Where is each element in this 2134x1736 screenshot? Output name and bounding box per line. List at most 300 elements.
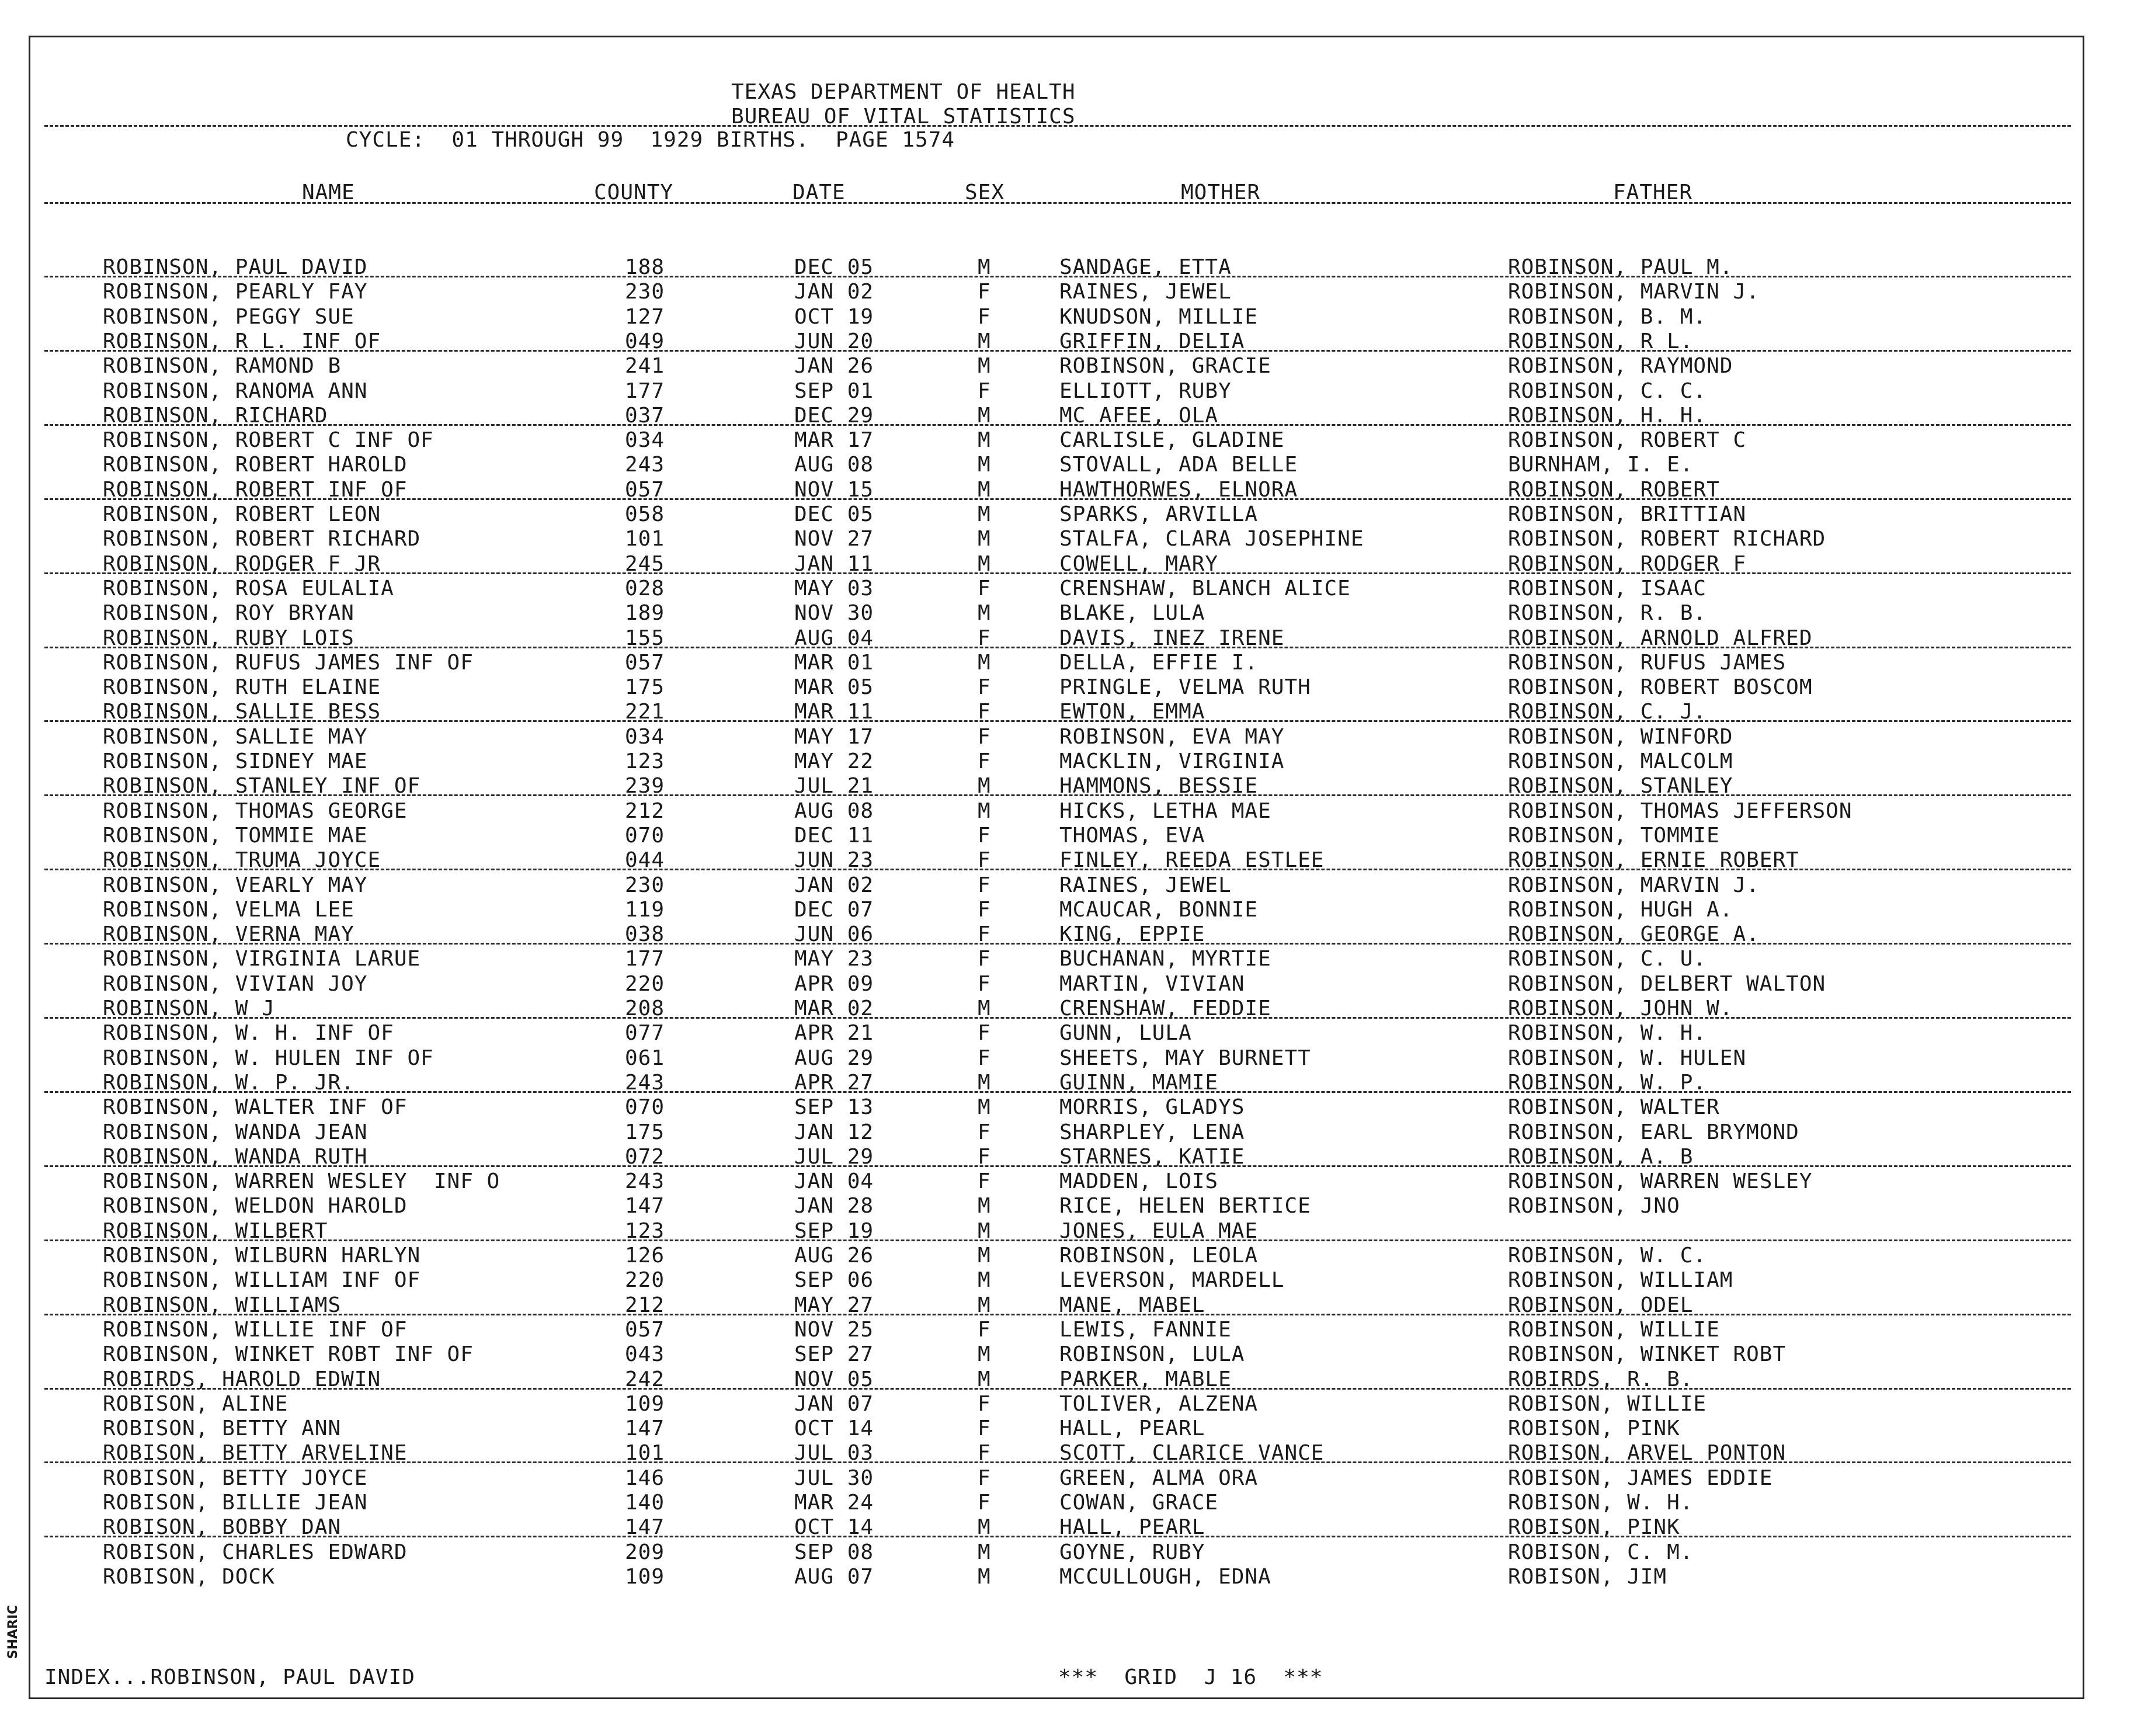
record-date: AUG 08 [794, 798, 874, 823]
record-date: SEP 01 [794, 379, 874, 403]
record-name: ROBINSON, WILBERT [103, 1218, 328, 1243]
record-sex: F [978, 848, 991, 873]
record-sex: F [978, 1021, 991, 1046]
record-sex: M [978, 1342, 991, 1367]
record-county: 147 [625, 1194, 665, 1218]
record-county: 208 [625, 997, 665, 1020]
record-county: 147 [625, 1416, 665, 1441]
record-name: ROBINSON, PAUL DAVID [103, 255, 368, 279]
row-rule [44, 424, 2071, 426]
record-sex: M [978, 997, 991, 1020]
record-name: ROBINSON, RUTH ELAINE [103, 675, 381, 700]
record-name: ROBINSON, WILBURN HARLYN [103, 1244, 421, 1268]
record-name: ROBINSON, SIDNEY MAE [103, 749, 368, 773]
record-father: ROBINSON, DELBERT WALTON [1508, 971, 1826, 996]
record-sex: F [978, 1466, 991, 1490]
record-name: ROBINSON, W J [103, 997, 275, 1020]
record-name: ROBINSON, W. P. JR. [103, 1070, 354, 1095]
record-sex: F [978, 971, 991, 996]
record-father: ROBINSON, THOMAS JEFFERSON [1508, 798, 1853, 823]
record-name: ROBINSON, WARREN WESLEY INF O [103, 1169, 501, 1194]
record-date: JAN 26 [794, 354, 874, 379]
record-date: MAR 11 [794, 700, 874, 724]
record-father: ROBIRDS, R. B. [1508, 1367, 1694, 1391]
record-county: 146 [625, 1466, 665, 1490]
record-father: ROBINSON, C. J. [1508, 700, 1707, 724]
record-county: 034 [625, 724, 665, 749]
column-rule [44, 202, 2071, 204]
record-mother: HALL, PEARL [1059, 1515, 1205, 1540]
record-father: ROBINSON, MALCOLM [1508, 749, 1733, 773]
record-sex: F [978, 576, 991, 600]
row-rule [44, 943, 2071, 945]
record-name: ROBISON, BILLIE JEAN [103, 1491, 368, 1515]
record-mother: STOVALL, ADA BELLE [1059, 453, 1298, 477]
record-name: ROBINSON, ROY BRYAN [103, 601, 354, 626]
record-county: 101 [625, 1441, 665, 1466]
record-county: 175 [625, 1120, 665, 1144]
record-father: ROBISON, PINK [1508, 1416, 1680, 1441]
record-name: ROBINSON, WILLIAM INF OF [103, 1268, 421, 1293]
record-date: OCT 19 [794, 304, 874, 329]
record-name: ROBINSON, TRUMA JOYCE [103, 848, 381, 873]
record-father: ROBISON, WILLIE [1508, 1391, 1707, 1416]
record-mother: ROBINSON, GRACIE [1059, 354, 1271, 379]
record-father: ROBISON, JAMES EDDIE [1508, 1466, 1773, 1490]
record-father: ROBINSON, ROBERT [1508, 477, 1720, 502]
record-date: DEC 05 [794, 255, 874, 279]
record-county: 119 [625, 897, 665, 922]
record-sex: F [978, 1391, 991, 1416]
record-date: MAR 02 [794, 997, 874, 1020]
record-father: ROBISON, PINK [1508, 1515, 1680, 1540]
record-sex: M [978, 329, 991, 353]
record-mother: BUCHANAN, MYRTIE [1059, 947, 1271, 971]
record-county: 155 [625, 626, 665, 650]
record-county: 070 [625, 1095, 665, 1120]
record-name: ROBINSON, PEARLY FAY [103, 280, 368, 304]
record-mother: PRINGLE, VELMA RUTH [1059, 675, 1311, 700]
record-date: NOV 05 [794, 1367, 874, 1391]
record-sex: M [978, 1293, 991, 1317]
record-county: 072 [625, 1144, 665, 1169]
record-mother: MCCULLOUGH, EDNA [1059, 1564, 1271, 1589]
record-name: ROBINSON, WINKET ROBT INF OF [103, 1342, 474, 1367]
record-county: 034 [625, 428, 665, 453]
record-sex: M [978, 774, 991, 798]
record-county: 209 [625, 1540, 665, 1564]
record-date: SEP 06 [794, 1268, 874, 1293]
record-sex: M [978, 527, 991, 551]
record-mother: MANE, MABEL [1059, 1293, 1205, 1317]
record-mother: JONES, EULA MAE [1059, 1218, 1259, 1243]
record-county: 189 [625, 601, 665, 626]
record-name: ROBINSON, TOMMIE MAE [103, 823, 368, 848]
row-rule [44, 869, 2071, 870]
record-county: 109 [625, 1564, 665, 1589]
record-name: ROBISON, BETTY ANN [103, 1416, 342, 1441]
record-name: ROBINSON, VIRGINIA LARUE [103, 947, 421, 971]
record-mother: MCAUCAR, BONNIE [1059, 897, 1259, 922]
record-mother: MADDEN, LOIS [1059, 1169, 1219, 1194]
record-father: ROBISON, ARVEL PONTON [1508, 1441, 1787, 1466]
record-father: ROBINSON, RAYMOND [1508, 354, 1733, 379]
record-father: ROBINSON, WALTER [1508, 1095, 1720, 1120]
record-name: ROBINSON, ROBERT C INF OF [103, 428, 434, 453]
record-county: 057 [625, 1317, 665, 1342]
record-father: ROBINSON, ODEL [1508, 1293, 1694, 1317]
record-county: 243 [625, 1169, 665, 1194]
record-county: 140 [625, 1491, 665, 1515]
record-father: ROBINSON, C. C. [1508, 379, 1707, 403]
record-mother: FINLEY, REEDA ESTLEE [1059, 848, 1325, 873]
record-sex: M [978, 428, 991, 453]
record-name: ROBINSON, ROSA EULALIA [103, 576, 394, 600]
record-sex: M [978, 403, 991, 428]
record-sex: F [978, 947, 991, 971]
record-date: MAY 23 [794, 947, 874, 971]
record-father: ROBINSON, ERNIE ROBERT [1508, 848, 1799, 873]
record-name: ROBINSON, WANDA RUTH [103, 1144, 368, 1169]
header-bureau: BUREAU OF VITAL STATISTICS [731, 105, 1076, 129]
record-mother: MC AFEE, OLA [1059, 403, 1219, 428]
record-father: ROBISON, C. M. [1508, 1540, 1694, 1564]
record-sex: F [978, 304, 991, 329]
record-date: MAY 27 [794, 1293, 874, 1317]
record-name: ROBINSON, WELDON HAROLD [103, 1194, 408, 1218]
record-date: OCT 14 [794, 1515, 874, 1540]
record-date: MAY 17 [794, 724, 874, 749]
column-sex: SEX [965, 180, 1005, 204]
record-date: JAN 11 [794, 551, 874, 576]
record-mother: MORRIS, GLADYS [1059, 1095, 1245, 1120]
record-father: ROBINSON, C. U. [1508, 947, 1707, 971]
record-name: ROBINSON, VERNA MAY [103, 922, 354, 947]
record-name: ROBINSON, ROBERT INF OF [103, 477, 408, 502]
record-mother: SPARKS, ARVILLA [1059, 502, 1259, 526]
record-sex: F [978, 823, 991, 848]
record-father: ROBINSON, PAUL M. [1508, 255, 1733, 279]
row-rule [44, 720, 2071, 722]
record-father: ROBINSON, JNO [1508, 1194, 1680, 1218]
record-father: ROBINSON, W. HULEN [1508, 1046, 1747, 1070]
record-county: 070 [625, 823, 665, 848]
record-name: ROBISON, DOCK [103, 1564, 275, 1589]
record-sex: F [978, 749, 991, 773]
record-sex: M [978, 255, 991, 279]
column-date: DATE [793, 180, 846, 204]
record-county: 123 [625, 749, 665, 773]
record-father: ROBINSON, ROBERT BOSCOM [1508, 675, 1813, 700]
record-sex: M [978, 477, 991, 502]
record-sex: M [978, 1070, 991, 1095]
row-rule [44, 498, 2071, 500]
record-name: ROBINSON, W. H. INF OF [103, 1021, 394, 1046]
record-name: ROBINSON, RUFUS JAMES INF OF [103, 650, 474, 675]
header-rule [44, 125, 2071, 127]
record-name: ROBINSON, R L. INF OF [103, 329, 381, 353]
record-mother: BLAKE, LULA [1059, 601, 1205, 626]
record-county: 177 [625, 379, 665, 403]
record-father: ROBINSON, WILLIAM [1508, 1268, 1733, 1293]
record-sex: M [978, 650, 991, 675]
column-father: FATHER [1613, 180, 1693, 204]
record-mother: ROBINSON, LEOLA [1059, 1244, 1259, 1268]
header-cycle: CYCLE: 01 THROUGH 99 1929 BIRTHS. PAGE 1574 [346, 128, 955, 152]
record-name: ROBINSON, WALTER INF OF [103, 1095, 408, 1120]
record-sex: F [978, 379, 991, 403]
record-sex: F [978, 1491, 991, 1515]
record-sex: F [978, 1046, 991, 1070]
record-sex: M [978, 1218, 991, 1243]
record-father: ROBINSON, ISAAC [1508, 576, 1707, 600]
record-date: JAN 07 [794, 1391, 874, 1416]
record-county: 044 [625, 848, 665, 873]
record-sex: F [978, 700, 991, 724]
record-date: JAN 02 [794, 280, 874, 304]
record-mother: DELLA, EFFIE I. [1059, 650, 1259, 675]
record-mother: EWTON, EMMA [1059, 700, 1205, 724]
record-father: BURNHAM, I. E. [1508, 453, 1694, 477]
record-mother: HICKS, LETHA MAE [1059, 798, 1271, 823]
record-father: ROBINSON, GEORGE A. [1508, 922, 1760, 947]
record-county: 077 [625, 1021, 665, 1046]
record-name: ROBINSON, ROBERT RICHARD [103, 527, 421, 551]
record-name: ROBINSON, VIVIAN JOY [103, 971, 368, 996]
record-father: ROBINSON, RODGER F [1508, 551, 1747, 576]
record-date: AUG 29 [794, 1046, 874, 1070]
row-rule [44, 572, 2071, 574]
record-county: 220 [625, 971, 665, 996]
record-mother: HAWTHORWES, ELNORA [1059, 477, 1298, 502]
row-rule [44, 1239, 2071, 1241]
record-county: 057 [625, 650, 665, 675]
record-mother: LEWIS, FANNIE [1059, 1317, 1232, 1342]
record-name: ROBINSON, RUBY LOIS [103, 626, 354, 650]
record-date: NOV 25 [794, 1317, 874, 1342]
row-rule [44, 1165, 2071, 1167]
record-county: 243 [625, 453, 665, 477]
record-name: ROBINSON, PEGGY SUE [103, 304, 354, 329]
record-date: NOV 30 [794, 601, 874, 626]
record-date: JUL 30 [794, 1466, 874, 1490]
record-father: ROBINSON, R. B. [1508, 601, 1707, 626]
record-mother: LEVERSON, MARDELL [1059, 1268, 1285, 1293]
record-date: JUN 23 [794, 848, 874, 873]
record-mother: GUNN, LULA [1059, 1021, 1192, 1046]
record-name: ROBISON, BETTY ARVELINE [103, 1441, 408, 1466]
record-sex: F [978, 1416, 991, 1441]
record-sex: M [978, 1244, 991, 1268]
record-name: ROBINSON, RANOMA ANN [103, 379, 368, 403]
record-county: 101 [625, 527, 665, 551]
record-father: ROBINSON, WARREN WESLEY [1508, 1169, 1813, 1194]
record-date: MAY 03 [794, 576, 874, 600]
record-sex: F [978, 922, 991, 947]
record-date: JAN 12 [794, 1120, 874, 1144]
record-mother: CRENSHAW, BLANCH ALICE [1059, 576, 1351, 600]
record-name: ROBINSON, ROBERT LEON [103, 502, 381, 526]
record-father: ROBINSON, TOMMIE [1508, 823, 1720, 848]
record-mother: STARNES, KATIE [1059, 1144, 1245, 1169]
record-name: ROBINSON, RODGER F JR [103, 551, 381, 576]
record-father: ROBINSON, ROBERT RICHARD [1508, 527, 1826, 551]
record-sex: F [978, 1169, 991, 1194]
record-county: 221 [625, 700, 665, 724]
record-sex: M [978, 453, 991, 477]
record-date: NOV 15 [794, 477, 874, 502]
record-date: SEP 13 [794, 1095, 874, 1120]
record-date: JAN 28 [794, 1194, 874, 1218]
record-mother: SANDAGE, ETTA [1059, 255, 1232, 279]
row-rule [44, 1536, 2071, 1537]
record-county: 212 [625, 798, 665, 823]
record-date: NOV 27 [794, 527, 874, 551]
record-date: JUL 21 [794, 774, 874, 798]
record-sex: M [978, 551, 991, 576]
record-date: DEC 29 [794, 403, 874, 428]
record-father: ROBINSON, A. B [1508, 1144, 1694, 1169]
record-county: 127 [625, 304, 665, 329]
record-father: ROBINSON, MARVIN J. [1508, 280, 1760, 304]
record-sex: M [978, 1194, 991, 1218]
record-date: MAR 05 [794, 675, 874, 700]
record-sex: M [978, 1268, 991, 1293]
record-name: ROBINSON, VEARLY MAY [103, 873, 368, 897]
record-sex: M [978, 502, 991, 526]
record-county: 177 [625, 947, 665, 971]
record-father: ROBINSON, W. P. [1508, 1070, 1707, 1095]
record-county: 212 [625, 1293, 665, 1317]
record-date: JUL 29 [794, 1144, 874, 1169]
record-sex: M [978, 1095, 991, 1120]
record-father: ROBINSON, H. H. [1508, 403, 1707, 428]
row-rule [44, 1388, 2071, 1390]
record-date: JUL 03 [794, 1441, 874, 1466]
record-name: ROBINSON, SALLIE BESS [103, 700, 381, 724]
column-mother: MOTHER [1181, 180, 1261, 204]
record-mother: ROBINSON, LULA [1059, 1342, 1245, 1367]
record-sex: M [978, 354, 991, 379]
record-sex: M [978, 1515, 991, 1540]
record-sex: F [978, 1144, 991, 1169]
record-date: JUN 20 [794, 329, 874, 353]
record-date: MAR 17 [794, 428, 874, 453]
record-name: ROBINSON, RAMOND B [103, 354, 342, 379]
record-name: ROBINSON, ROBERT HAROLD [103, 453, 408, 477]
record-mother: TOLIVER, ALZENA [1059, 1391, 1259, 1416]
row-rule [44, 1091, 2071, 1093]
record-date: AUG 07 [794, 1564, 874, 1589]
record-father: ROBISON, JIM [1508, 1564, 1667, 1589]
record-county: 241 [625, 354, 665, 379]
column-name: NAME [302, 180, 355, 204]
footer-grid: *** GRID J 16 *** [1058, 1665, 1323, 1689]
record-mother: ROBINSON, EVA MAY [1059, 724, 1285, 749]
record-date: AUG 04 [794, 626, 874, 650]
row-rule [44, 276, 2071, 277]
record-date: JUN 06 [794, 922, 874, 947]
record-sex: F [978, 873, 991, 897]
record-county: 058 [625, 502, 665, 526]
record-father: ROBINSON, STANLEY [1508, 774, 1733, 798]
record-county: 057 [625, 477, 665, 502]
record-father: ROBISON, W. H. [1508, 1491, 1694, 1515]
record-name: ROBISON, BETTY JOYCE [103, 1466, 368, 1490]
record-county: 220 [625, 1268, 665, 1293]
record-date: APR 21 [794, 1021, 874, 1046]
record-date: SEP 08 [794, 1540, 874, 1564]
record-name: ROBINSON, SALLIE MAY [103, 724, 368, 749]
record-mother: MARTIN, VIVIAN [1059, 971, 1245, 996]
record-county: 245 [625, 551, 665, 576]
record-mother: RICE, HELEN BERTICE [1059, 1194, 1311, 1218]
record-sex: F [978, 724, 991, 749]
record-mother: ELLIOTT, RUBY [1059, 379, 1232, 403]
record-father: ROBINSON, R L. [1508, 329, 1694, 353]
record-name: ROBINSON, RICHARD [103, 403, 328, 428]
record-county: 239 [625, 774, 665, 798]
record-mother: THOMAS, EVA [1059, 823, 1205, 848]
record-name: ROBISON, BOBBY DAN [103, 1515, 342, 1540]
microfilm-page [29, 36, 2084, 1699]
record-date: SEP 27 [794, 1342, 874, 1367]
record-mother: SHARPLEY, LENA [1059, 1120, 1245, 1144]
record-name: ROBISON, ALINE [103, 1391, 289, 1416]
record-name: ROBINSON, VELMA LEE [103, 897, 354, 922]
header-title: TEXAS DEPARTMENT OF HEALTH [731, 80, 1076, 104]
record-date: MAY 22 [794, 749, 874, 773]
record-sex: M [978, 1540, 991, 1564]
record-mother: GUINN, MAMIE [1059, 1070, 1219, 1095]
side-label: SHARIC [6, 1605, 20, 1659]
record-date: AUG 08 [794, 453, 874, 477]
record-date: MAR 01 [794, 650, 874, 675]
record-sex: F [978, 675, 991, 700]
record-name: ROBINSON, STANLEY INF OF [103, 774, 421, 798]
record-county: 123 [625, 1218, 665, 1243]
record-county: 043 [625, 1342, 665, 1367]
record-mother: GOYNE, RUBY [1059, 1540, 1205, 1564]
row-rule [44, 1461, 2071, 1463]
row-rule [44, 794, 2071, 796]
record-father: ROBINSON, JOHN W. [1508, 997, 1733, 1020]
record-sex: F [978, 1441, 991, 1466]
record-father: ROBINSON, WINKET ROBT [1508, 1342, 1787, 1367]
record-sex: M [978, 798, 991, 823]
record-father: ROBINSON, EARL BRYMOND [1508, 1120, 1799, 1144]
record-father: ROBINSON, W. H. [1508, 1021, 1707, 1046]
record-county: 230 [625, 280, 665, 304]
record-father: ROBINSON, ARNOLD ALFRED [1508, 626, 1813, 650]
record-county: 038 [625, 922, 665, 947]
record-name: ROBINSON, WILLIAMS [103, 1293, 342, 1317]
record-sex: F [978, 1317, 991, 1342]
record-name: ROBIRDS, HAROLD EDWIN [103, 1367, 381, 1391]
record-date: APR 27 [794, 1070, 874, 1095]
record-date: JAN 02 [794, 873, 874, 897]
record-date: DEC 07 [794, 897, 874, 922]
record-mother: DAVIS, INEZ IRENE [1059, 626, 1285, 650]
record-sex: M [978, 601, 991, 626]
row-rule [44, 647, 2071, 648]
record-date: DEC 11 [794, 823, 874, 848]
record-sex: F [978, 897, 991, 922]
record-county: 061 [625, 1046, 665, 1070]
record-county: 175 [625, 675, 665, 700]
record-date: MAR 24 [794, 1491, 874, 1515]
record-father: ROBINSON, ROBERT C [1508, 428, 1747, 453]
